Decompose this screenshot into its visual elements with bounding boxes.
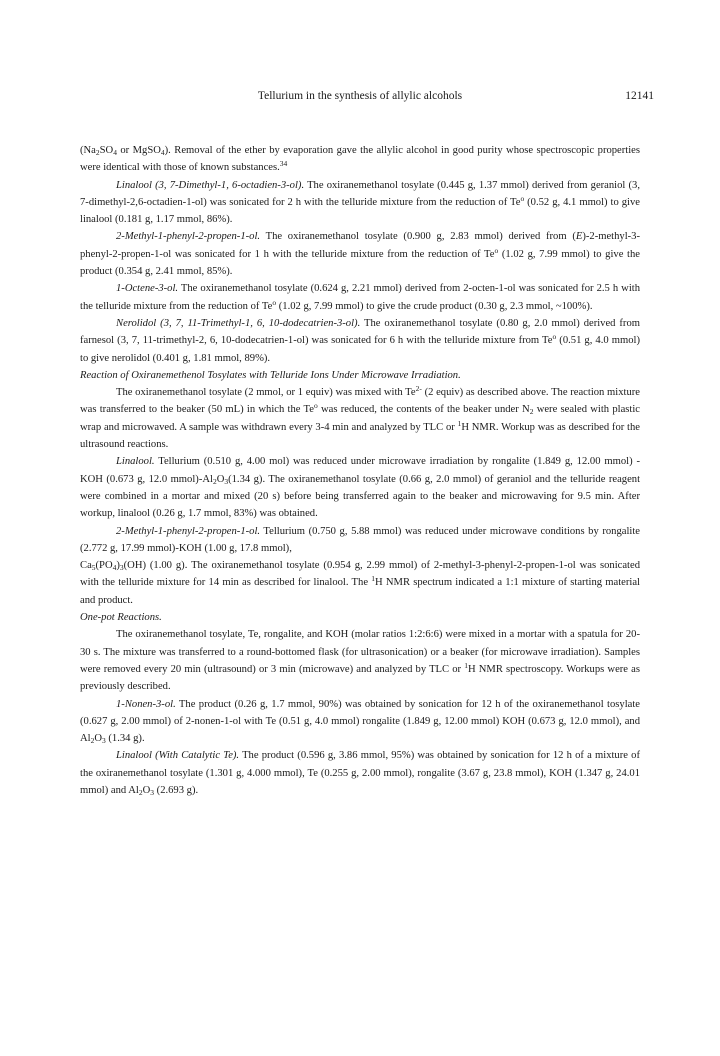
paragraph-microwave-general: The oxiranemethanol tosylate (2 mmol, or 1 equiv) was mixed with $Te^{2-}$ (2 equiv) as described above. The reaction mixture was transferred to the beaker (50 mL) in which the Te$^o$ was reduced, the contents of the beaker under $N_2$ were sealed with plastic wrap and microwaved. A sample was withdrawn every 3-4 min and analyzed by TLC or $^1$H NMR. Workup was as described for the ultrasound reactions.: [80, 384, 640, 451]
paragraph-methylphenylpropenol-microwave-cont: $Ca_5(PO_4)_3(OH)$ (1.00 g). The oxiranemethanol tosylate (0.954 g, 2.99 mmol) of 2-methyl-3-phenyl-2-propen-1-ol was sonicated with the telluride mixture for 14 min as described for linalool. The $^1$H NMR spectrum indicated a 1:1 mixture of starting material and product.: [80, 560, 640, 606]
body-text: [80, 142, 640, 799]
paragraph-linalool-catalytic: Linalool (With Catalytic Te). The product (0.596 g, 3.86 mmol, 95%) was obtained by sonication for 12 h of a mixture of the oxiranemethanol tosylate (1.301 g, 4.000 mmol), Te (0.255 g, 2.00 mmol), rongalite (3.67 g, 23.8 mmol), KOH (1.347 g, 24.01 mmol) and $Al_2O_3$ (2.693 g).: [80, 750, 640, 797]
paragraph-drying-workup: ($Na_2SO_4$ or MgSO$_4$). Removal of the ether by evaporation gave the allylic alcohol in good purity whose spectroscopic properties were identical with those of known substances.$^{34}$: [80, 145, 641, 174]
paragraph-nerolidol-ultrasound: Nerolidol (3, 7, 11-Trimethyl-1, 6, 10-dodecatrien-3-ol). The oxiranemethanol tosylate (0.80 g, 2.0 mmol) derived from farnesol (3, 7, 11-trimethyl-2, 6, 10-dodecatrien-1-ol) was sonicated for 6 h with the telluride mixture from Te$^o$ (0.51 g, 4.0 mmol) to give nerolidol (0.401 g, 1.81 mmol, 89%).: [80, 317, 640, 364]
compound-heading: 2-Methyl-1-phenyl-2-propen-1-ol.: [116, 525, 261, 537]
paragraph-one-pot-general: The oxiranemethanol tosylate, Te, rongalite, and KOH (molar ratios 1:2:6:6) were mixed in a mortar with a spatula for 20-30 s. The mixture was transferred to a round-bottomed flask (for ultrasonication) or a beaker (for microwave irradiation). Samples were removed every 20 min (ultrasound) or 3 min (microwave) and analyzed by TLC or $^1$H NMR spectroscopy. Workups were as previously described.: [80, 629, 640, 693]
compound-heading: Linalool (3, 7-Dimethyl-1, 6-octadien-3-ol).: [116, 179, 305, 191]
compound-heading: 1-Octene-3-ol.: [116, 283, 179, 295]
compound-heading: Nerolidol (3, 7, 11-Trimethyl-1, 6, 10-dodecatrien-3-ol).: [116, 317, 361, 329]
section-heading-microwave: Reaction of Oxiranemethenol Tosylates with Telluride Ions Under Microwave Irradiation.: [80, 369, 461, 381]
paragraph-linalool-microwave: Linalool. Tellurium (0.510 g, 4.00 mol) was reduced under microwave irradiation by rongalite (1.849 g, 12.00 mmol) -KOH (0.673 g, 12.0 $mmol)-Al_2O_3(1.34$ g). The oxiranemethanol tosylate (0.66 g, 2.0 mmol) of geraniol and the telluride reagent were combined in a mortar and mixed (20 s) before being transferred again to the beaker and microwaving for 9.5 min. After workup, linalool (0.26 g, 1.7 mmol, 83%) was obtained.: [80, 456, 641, 520]
page-header: [0, 90, 720, 108]
page-number: 12141: [625, 90, 654, 102]
compound-heading: Linalool.: [116, 456, 155, 468]
paragraph-methylphenylpropenol-ultrasound: 2-Methyl-1-phenyl-2-propen-1-ol. The oxiranemethanol tosylate (0.900 g, 2.83 mmol) derived from (E)-2-methyl-3-phenyl-2-propen-1-ol was sonicated for 1 h with the telluride mixture from the reduction of Te$^o$ (1.02 g, 7.99 mmol) to give the product (0.354 g, 2.41 mmol, 85%).: [80, 231, 640, 278]
paragraph-nonenol: 1-Nonen-3-ol. The product (0.26 g, 1.7 mmol, 90%) was obtained by sonication for 12 h of the oxiranemethanol tosylate (0.627 g, 2.00 mmol) of 2-nonen-1-ol with Te (0.51 g, 4.0 mmol) rongalite (1.849 g, 12.00 mmol) KOH (0.673 g, 12.0 mmol), and $Al_2O_3$ (1.34 g).: [80, 698, 640, 746]
compound-heading: Linalool (With Catalytic Te).: [116, 750, 240, 762]
paragraph-octenol-ultrasound: 1-Octene-3-ol. The oxiranemethanol tosylate (0.624 g, 2.21 mmol) derived from 2-octen-1-ol was sonicated for 2.5 h with the telluride mixture from the reduction of Te$^o$ (1.02 g, 7.99 mmol) to give the crude product (0.30 g, 2.3 mmol, ~100%).: [80, 283, 640, 312]
running-title: Tellurium in the synthesis of allylic alcohols: [257, 90, 463, 102]
compound-heading: 1-Nonen-3-ol.: [116, 698, 176, 710]
paragraph-methylphenylpropenol-microwave: 2-Methyl-1-phenyl-2-propen-1-ol. Tellurium (0.750 g, 5.88 mmol) was reduced under microwave conditions by rongalite (2.772 g, 17.99 mmol)-KOH (1.00 g, 17.8 mmol),: [80, 525, 640, 554]
paragraph-linalool-ultrasound: Linalool (3, 7-Dimethyl-1, 6-octadien-3-ol). The oxiranemethanol tosylate (0.445 g, 1.37 mmol) derived from geraniol (3, 7-dimethyl-2,6-octadien-1-ol) was sonicated for 2 h with the telluride mixture from the reduction of Te$^o$ (0.52 g, 4.1 mmol) to give linalool (0.181 g, 1.17 mmol, 86%).: [80, 179, 641, 226]
section-heading-one-pot: One-pot Reactions.: [80, 612, 162, 624]
reference-marker: 34: [279, 159, 288, 169]
compound-heading: 2-Methyl-1-phenyl-2-propen-1-ol.: [116, 231, 261, 243]
